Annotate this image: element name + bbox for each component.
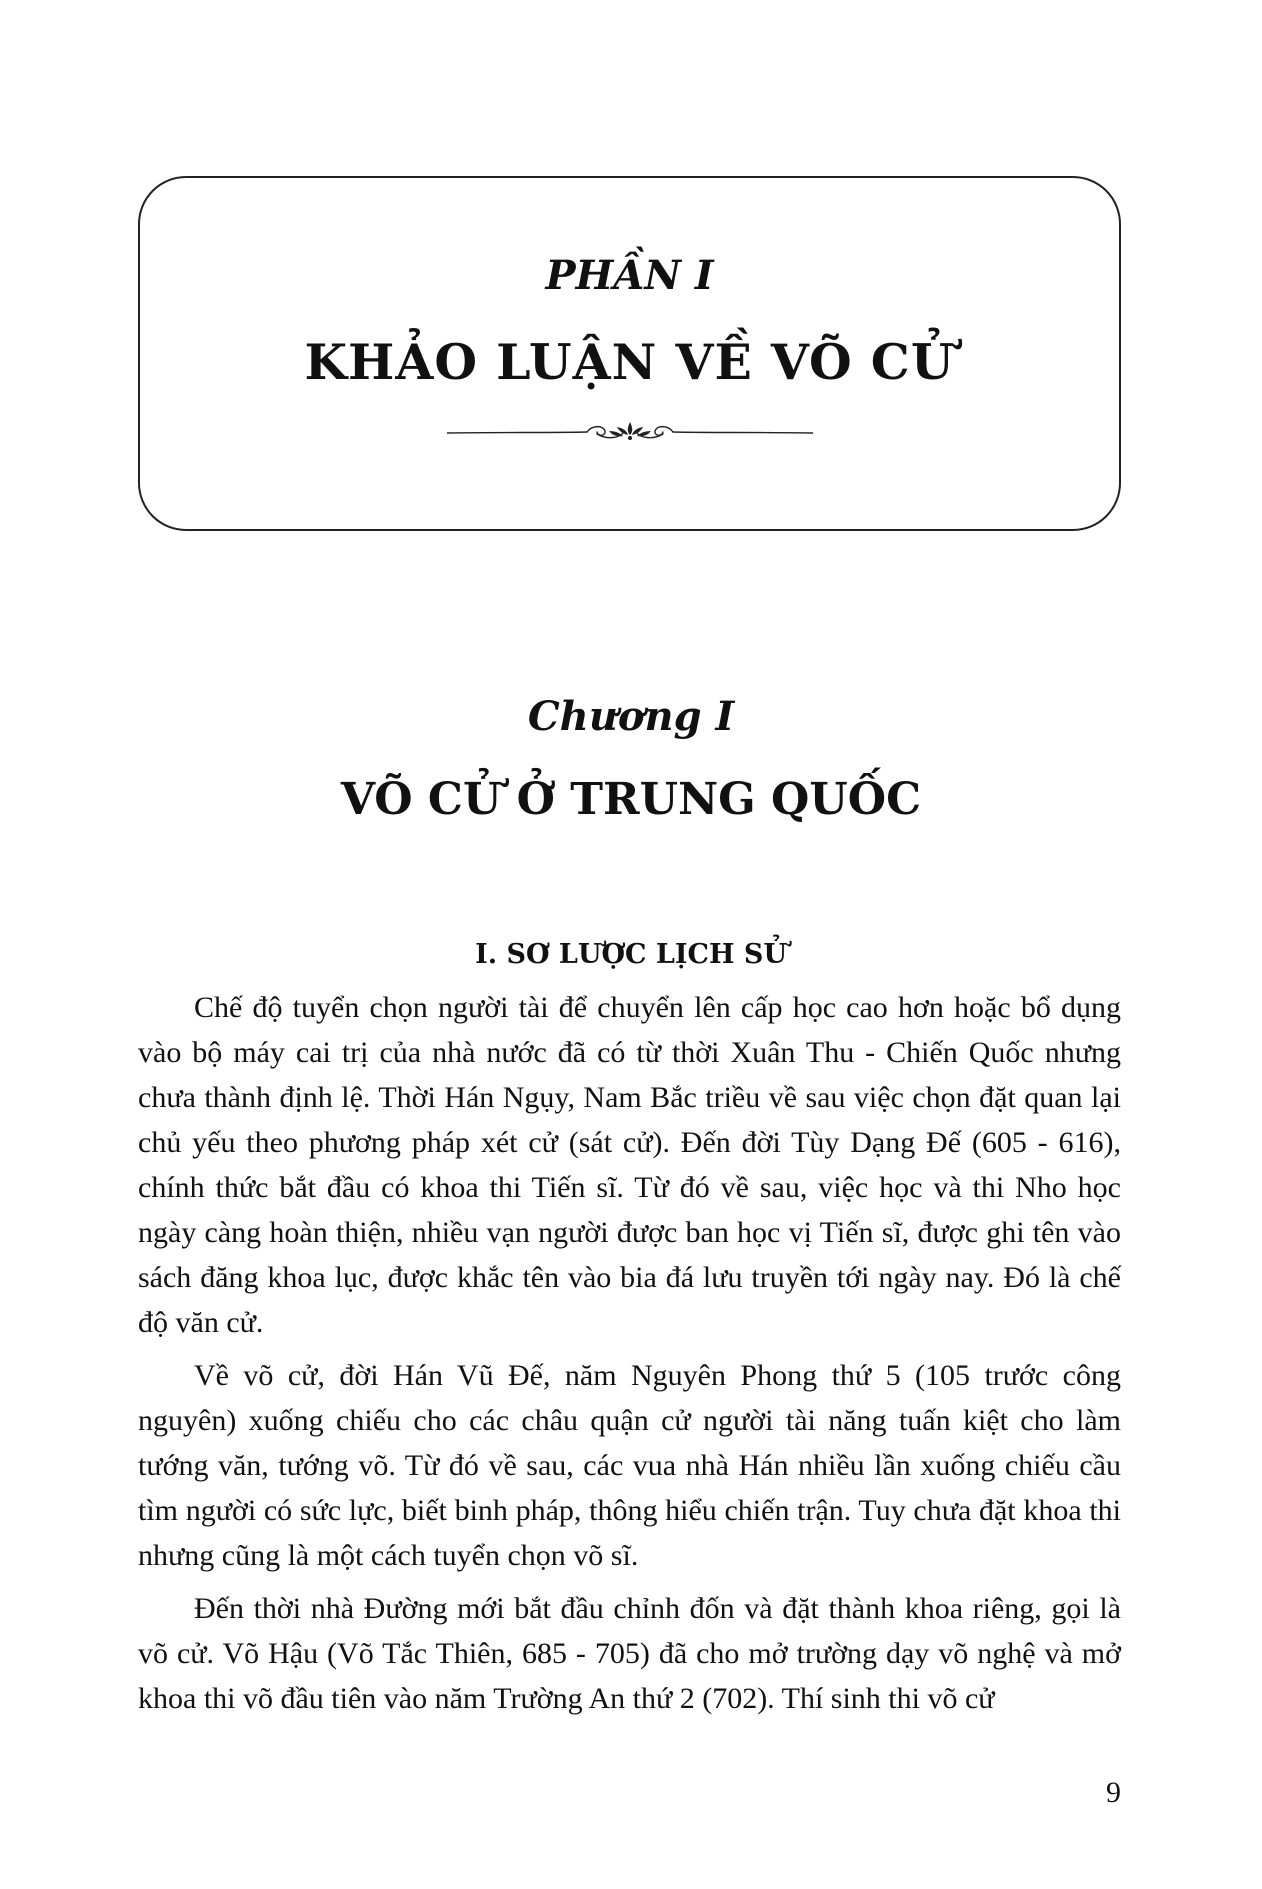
paragraph: Chế độ tuyển chọn người tài để chuyển lên cấp học cao hơn hoặc bổ dụng vào bộ máy cai trị của nhà nước đã có từ thời Xuân Thu - Chiến Quốc nhưng chưa thành định lệ. Thời Hán Ngụy, Nam Bắc triều về sau việc chọn đặt quan lại chủ yếu theo phương pháp xét cử (sát cử). Đến đời Tùy Dạng Đế (605 - 616), chính thức bắt đầu có khoa thi Tiến sĩ. Từ đó về sau, việc học và thi Nho học ngày càng hoàn thiện, nhiều vạn người được ban học vị Tiến sĩ, được ghi tên vào sách đăng khoa lục, được khắc tên vào bia đá lưu truyền tới ngày nay. Đó là chế độ văn cử. xyxy=(138,991,1121,1339)
paragraph: Về võ cử, đời Hán Vũ Đế, năm Nguyên Phong thứ 5 (105 trước công nguyên) xuống chiếu cho các châu quận cử người tài năng tuấn kiệt cho làm tướng văn, tướng võ. Từ đó về sau, các vua nhà Hán nhiều lần xuống chiếu cầu tìm người có sức lực, biết binh pháp, thông hiểu chiến trận. Tuy chưa đặt khoa thi nhưng cũng là một cách tuyển chọn võ sĩ. xyxy=(138,1359,1121,1572)
section-heading: I. SƠ LƯỢC LỊCH SỬ xyxy=(475,939,787,970)
flourish-divider-icon xyxy=(447,420,813,444)
part-title: KHẢO LUẬN VỀ VÕ CỬ xyxy=(304,333,955,391)
body-text xyxy=(138,985,1121,1729)
part-title-frame xyxy=(138,176,1121,531)
page-number: 9 xyxy=(1106,1776,1121,1809)
part-label: PHẦN I xyxy=(545,252,714,299)
chapter-label: Chương I xyxy=(527,693,735,740)
paragraph: Đến thời nhà Đường mới bắt đầu chỉnh đốn và đặt thành khoa riêng, gọi là võ cử. Võ Hậu (Võ Tắc Thiên, 685 - 705) đã cho mở trường dạy võ nghệ và mở khoa thi võ đầu tiên vào năm Trường An thứ 2 (702). Thí sinh thi võ cử xyxy=(138,1592,1121,1715)
chapter-title: VÕ CỬ Ở TRUNG QUỐC xyxy=(340,774,922,825)
